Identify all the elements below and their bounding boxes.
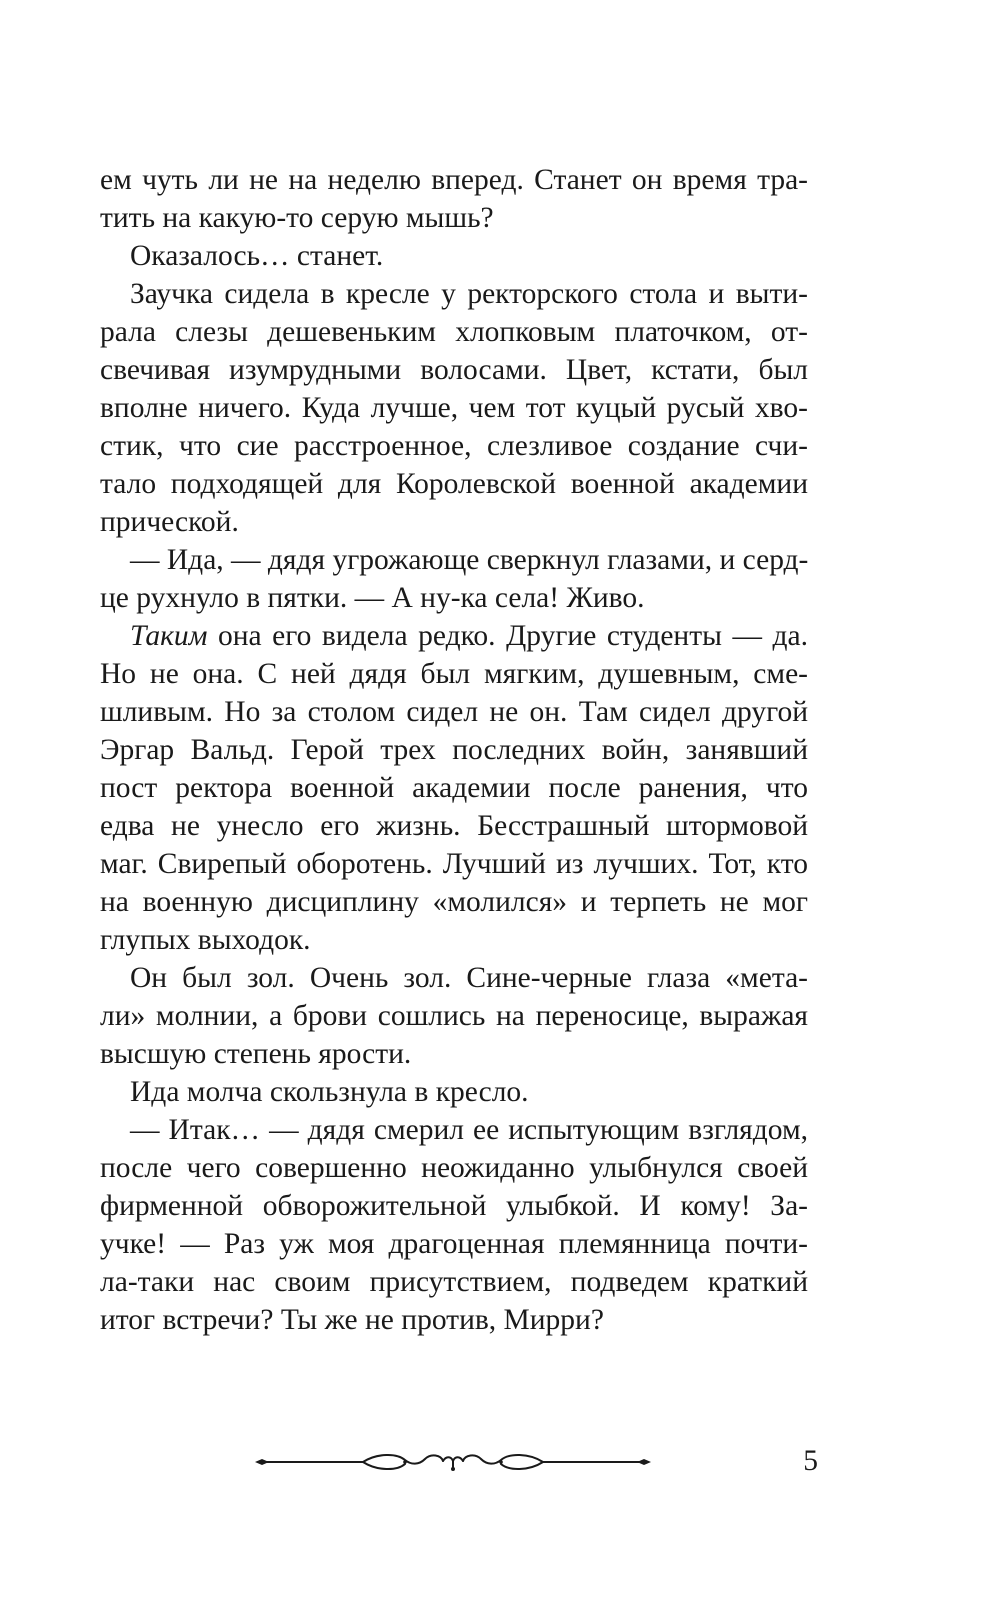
text-span: она его видела редко. Другие студенты — да. [207, 620, 808, 652]
text-line: ли» молнии, а брови сошлись на переносице, выражая [100, 1000, 808, 1032]
text-line: — Ида, — дядя угрожающе сверкнул глазами, и серд- [130, 544, 809, 576]
text-line: итог встречи? Ты же не против, Мирри? [100, 1304, 604, 1336]
text-line: вполне ничего. Куда лучше, чем тот куцый русый хво- [100, 392, 808, 424]
text-line: рала слезы дешевеньким хлопковым платочком, от- [100, 316, 808, 348]
text-line: свечивая изумрудными волосами. Цвет, кстати, был [100, 354, 808, 386]
text-line: Эргар Вальд. Герой трех последних войн, занявший [100, 734, 808, 766]
text-line: Он был зол. Очень зол. Сине-черные глаза «мета- [130, 962, 808, 994]
text-line: шливым. Но за столом сидел не он. Там сидел другой [100, 696, 808, 728]
decorative-flourish-icon [255, 1447, 651, 1477]
text-line: — Итак… — дядя смерил ее испытующим взглядом, [130, 1114, 808, 1146]
text-line: Оказалось… станет. [130, 240, 384, 272]
text-line: Заучка сидела в кресле у ректорского стола и выти- [130, 278, 808, 310]
text-line: ла-таки нас своим присутствием, подведем краткий [100, 1266, 808, 1298]
page-number: 5 [803, 1445, 818, 1477]
text-line: Но не она. С ней дядя был мягким, душевным, сме- [100, 658, 808, 690]
text-line: глупых выходок. [100, 924, 311, 956]
text-line: тить на какую-то серую мышь? [100, 202, 494, 234]
text-line: после чего совершенно неожиданно улыбнулся своей [100, 1152, 808, 1184]
text-line: прической. [100, 506, 239, 538]
italic-word: Таким [130, 620, 208, 652]
text-line: едва не унесло его жизнь. Бесстрашный штормовой [100, 810, 808, 842]
text-line [130, 617, 808, 655]
text-line: высшую степень ярости. [100, 1038, 412, 1070]
text-line: маг. Свирепый оборотень. Лучший из лучших. Тот, кто [100, 848, 808, 880]
text-line: Ида молча скользнула в кресло. [130, 1076, 529, 1108]
text-line: стик, что сие расстроенное, слезливое создание счи- [100, 430, 808, 462]
text-line: пост ректора военной академии после ранения, что [100, 772, 808, 804]
text-line: тало подходящей для Королевской военной академии [100, 468, 808, 500]
text-line: на военную дисциплину «молился» и терпеть не мог [100, 886, 808, 918]
text-line: ем чуть ли не на неделю вперед. Станет он время тра- [100, 164, 808, 196]
text-line: учке! — Раз уж моя драгоценная племянница почти- [100, 1228, 808, 1260]
text-line: це рухнуло в пятки. — А ну-ка села! Живо. [100, 582, 645, 614]
text-line: фирменной обворожительной улыбкой. И кому! За- [100, 1190, 808, 1222]
